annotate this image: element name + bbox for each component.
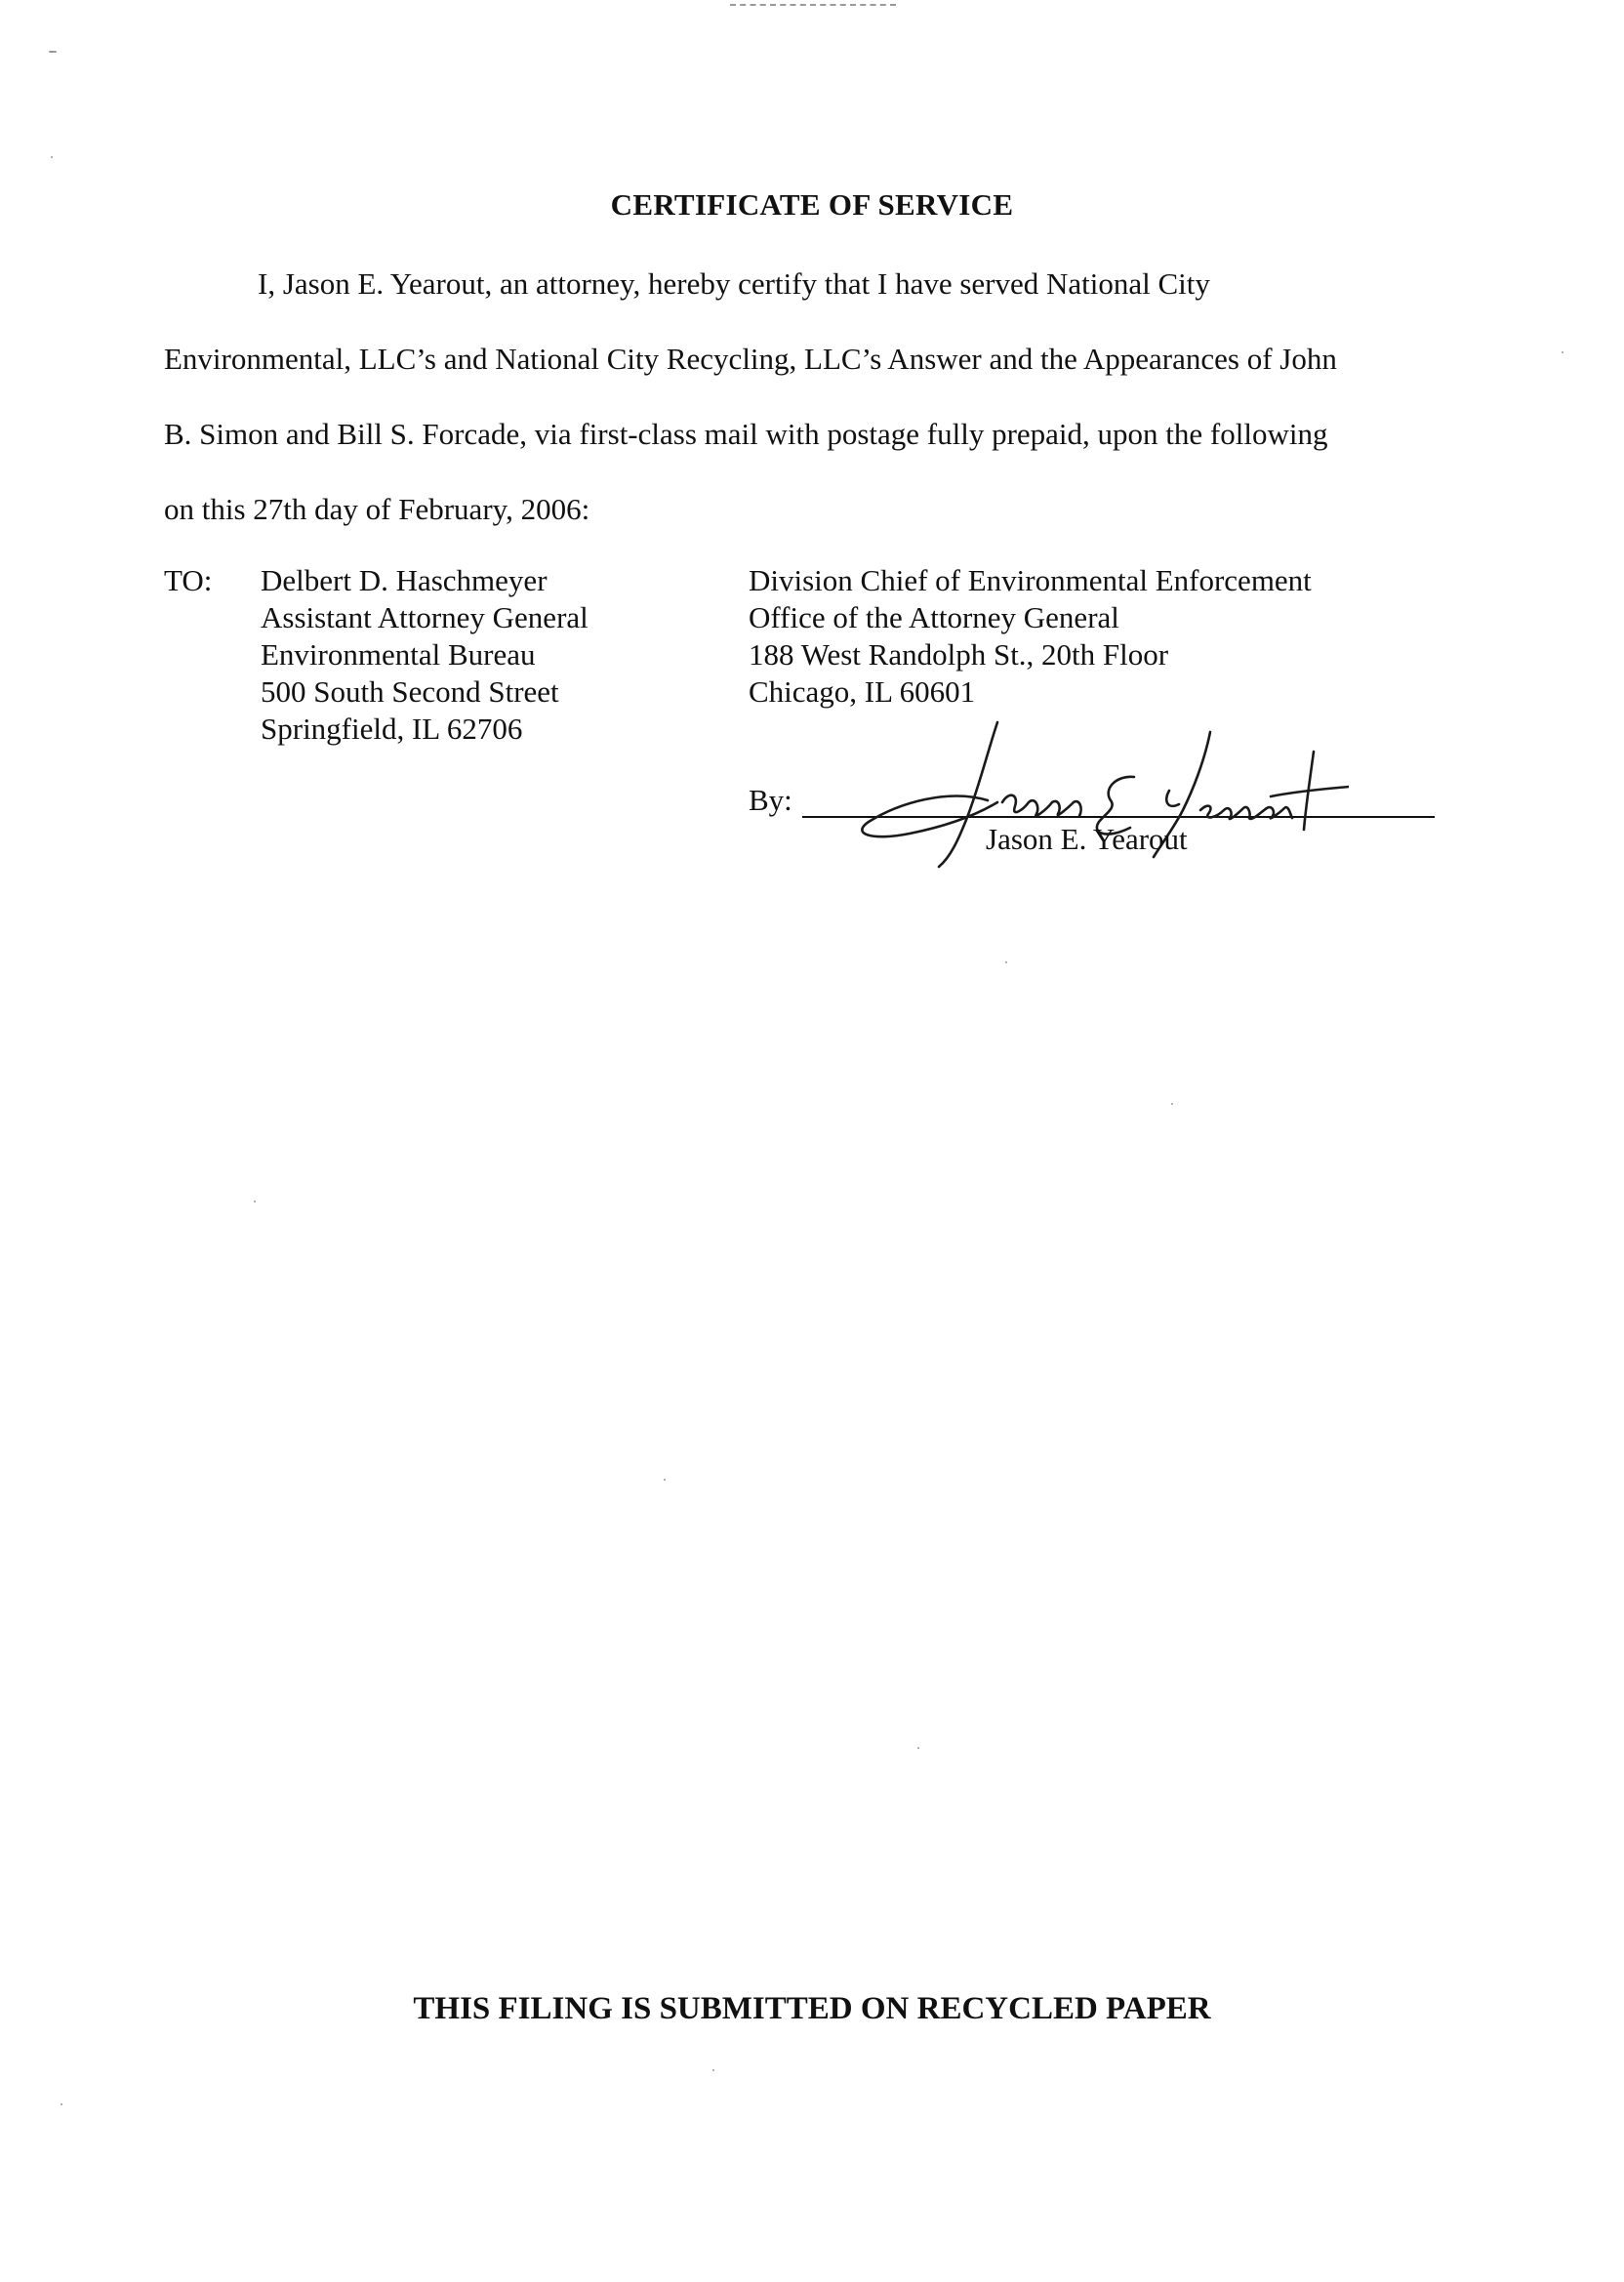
scan-artifact-rule	[730, 4, 896, 6]
scan-speck	[664, 1479, 666, 1481]
address-line: 188 West Randolph St., 20th Floor	[749, 637, 1169, 672]
scan-speck	[712, 2069, 714, 2071]
address-line: Assistant Attorney General	[261, 600, 589, 634]
scan-speck	[917, 1747, 919, 1749]
scan-speck	[254, 1201, 256, 1202]
signer-name: Jason E. Yearout	[986, 822, 1188, 856]
scan-speck	[1562, 351, 1563, 353]
scan-speck	[61, 2103, 62, 2105]
by-label: By:	[749, 783, 792, 817]
address-line: Office of the Attorney General	[749, 600, 1119, 634]
address-line: Delbert D. Haschmeyer	[261, 563, 548, 597]
scan-speck	[51, 156, 53, 158]
to-label: TO:	[164, 563, 213, 597]
address-line: Chicago, IL 60601	[749, 674, 976, 709]
scan-speck	[49, 51, 57, 53]
address-line: Environmental Bureau	[261, 637, 536, 672]
scan-speck	[1005, 961, 1007, 963]
paragraph-line: on this 27th day of February, 2006:	[164, 492, 590, 526]
recycled-paper-notice: THIS FILING IS SUBMITTED ON RECYCLED PAPER	[413, 1991, 1211, 2026]
address-line: 500 South Second Street	[261, 674, 559, 709]
paragraph-line: Environmental, LLC’s and National City Recycling, LLC’s Answer and the Appearances of John	[164, 342, 1337, 376]
recipient-address-left	[261, 562, 589, 748]
scan-speck	[1171, 1103, 1173, 1105]
address-line: Springfield, IL 62706	[261, 712, 523, 746]
paragraph-line: I, Jason E. Yearout, an attorney, hereby certify that I have served National City	[258, 266, 1210, 301]
document-title: CERTIFICATE OF SERVICE	[610, 187, 1014, 222]
certification-paragraph	[164, 246, 1462, 547]
paragraph-line: B. Simon and Bill S. Forcade, via first-class mail with postage fully prepaid, upon the following	[164, 417, 1328, 451]
recipient-address-right	[749, 562, 1312, 711]
address-line: Division Chief of Environmental Enforcement	[749, 563, 1312, 597]
